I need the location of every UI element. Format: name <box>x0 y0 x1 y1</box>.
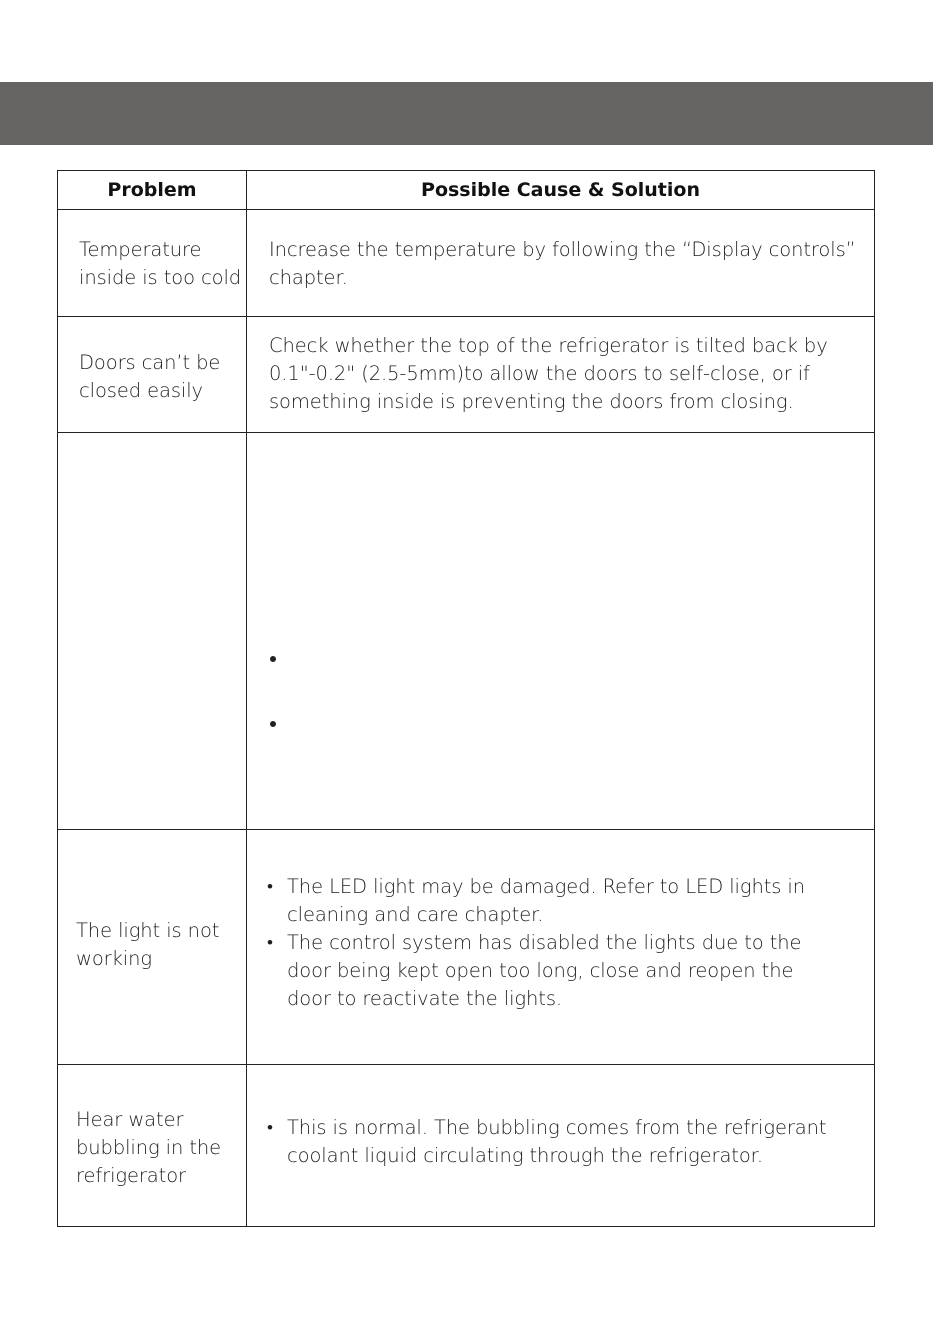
problem-cell: Doors can’t be closed easily <box>79 351 221 402</box>
row-divider <box>58 1064 874 1065</box>
solution-item: • The control system has disabled the lights due to the door being kept open too long, close and reopen the door to reactivate the lights. <box>267 929 827 1013</box>
header-band <box>0 82 933 145</box>
solution-item: • The LED light may be damaged. Refer to LED lights in cleaning and care chapter. <box>267 873 827 929</box>
solution-cell: Check whether the top of the refrigerator is tilted back by 0.1"-0.2" (2.5-5mm)to allow the doors to self-close, or if something inside is preventing the doors from closing. <box>269 334 828 413</box>
problem-cell: The light is not working <box>76 919 220 970</box>
row-divider <box>58 209 874 210</box>
bullet-dot <box>270 656 276 662</box>
solution-list <box>267 1114 857 1170</box>
row-divider <box>58 316 874 317</box>
bullet-dot <box>270 721 276 727</box>
solution-cell: Increase the temperature by following the “Display controls” chapter. <box>269 238 856 289</box>
problem-cell: Temperature inside is too cold <box>79 238 242 289</box>
row-divider <box>58 829 874 830</box>
troubleshooting-table <box>57 170 875 1227</box>
column-header-problem: Problem <box>107 179 197 201</box>
row-divider <box>58 432 874 433</box>
problem-cell: Hear water bubbling in the refrigerator <box>76 1108 222 1187</box>
solution-list <box>267 873 827 1013</box>
column-header-solution: Possible Cause & Solution <box>421 179 700 201</box>
column-divider <box>246 171 247 1226</box>
solution-item: • This is normal. The bubbling comes from the refrigerant coolant liquid circulating through the refrigerator. <box>267 1114 857 1170</box>
